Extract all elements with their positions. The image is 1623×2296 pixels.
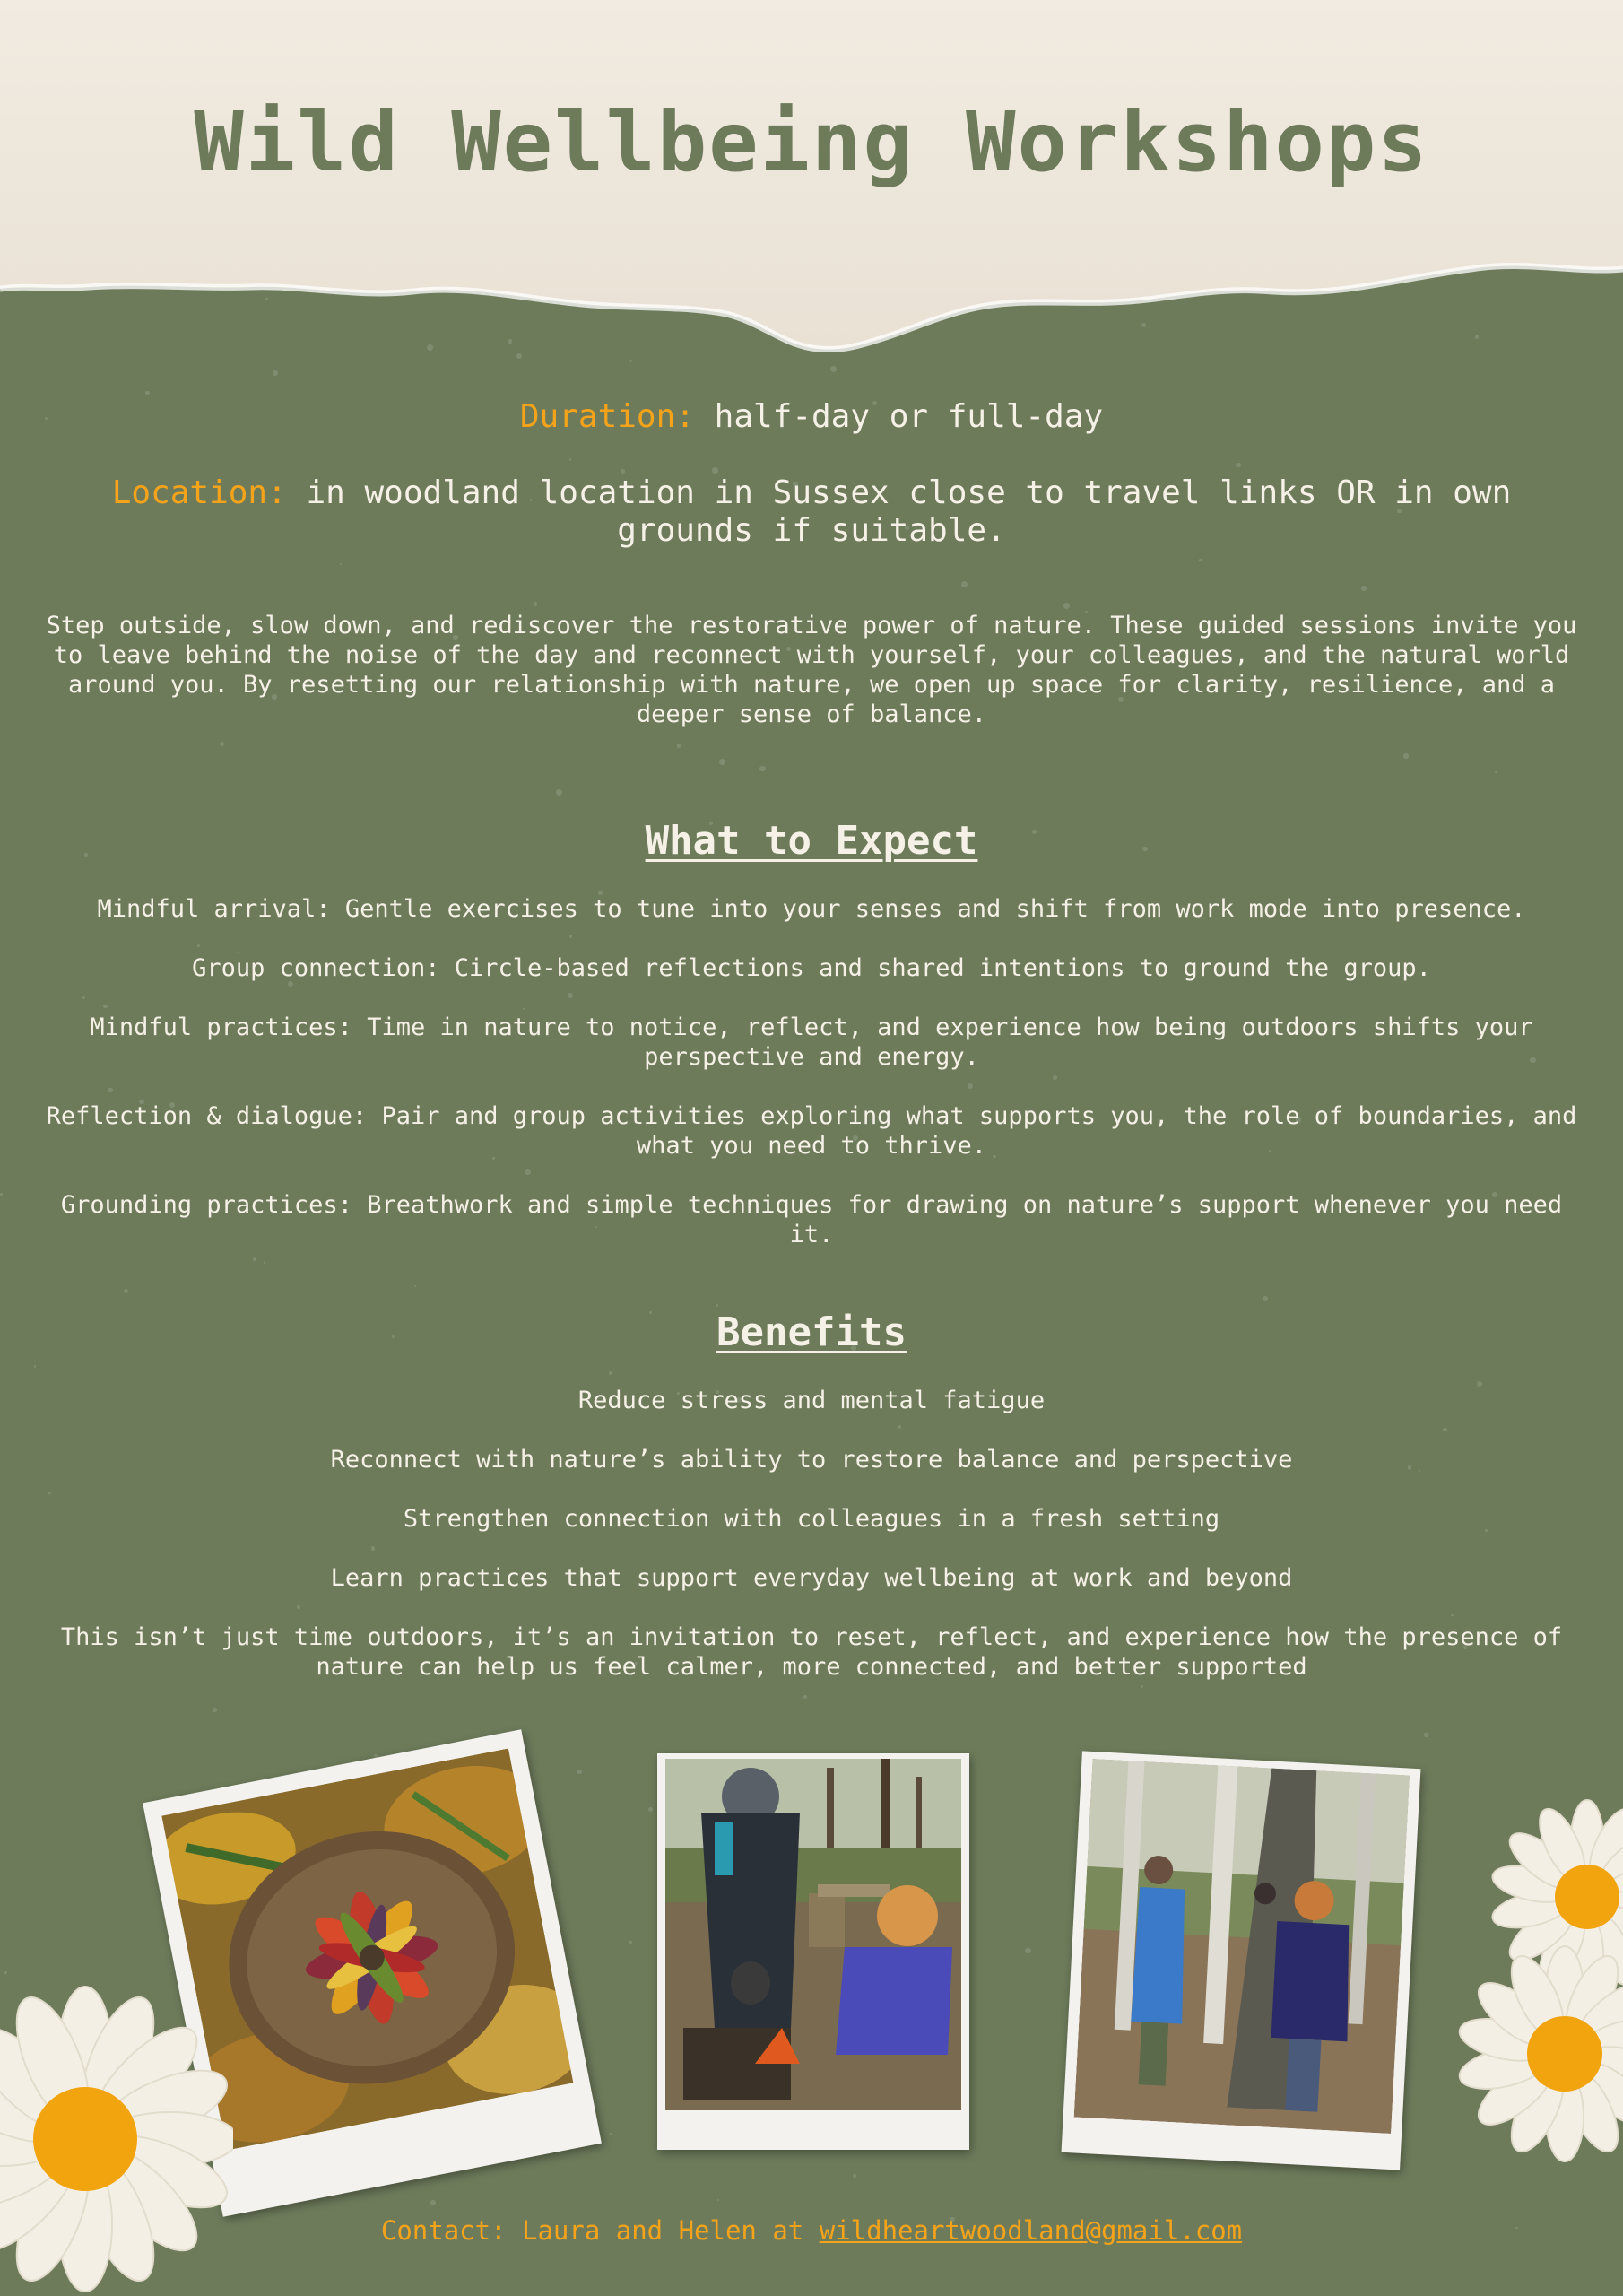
texture-speck xyxy=(1361,586,1367,591)
location-line xyxy=(36,474,1587,550)
texture-speck xyxy=(1063,603,1070,609)
texture-speck xyxy=(610,2133,612,2135)
expect-heading: What to Expect xyxy=(645,818,978,864)
texture-speck xyxy=(719,759,725,765)
texture-speck xyxy=(830,366,837,372)
texture-speck xyxy=(145,391,149,395)
duration-label: Duration: xyxy=(519,398,695,435)
list-item: Mindful practices: Time in nature to notice, reflect, and experience how being outdoors shifts your perspective and energy. xyxy=(90,1013,1533,1071)
location-value: in woodland location in Sussex close to travel links OR in own grounds if suitable. xyxy=(306,474,1512,549)
texture-speck xyxy=(1025,1948,1031,1954)
list-item: Mindful arrival: Gentle exercises to tune into your senses and shift from work mode into presence. xyxy=(97,895,1526,923)
texture-speck xyxy=(534,602,538,606)
duration-line xyxy=(36,398,1587,436)
intro-paragraph: Step outside, slow down, and rediscover the restorative power of nature. These guided sessions invite you to leave behind the noise of the day and reconnect with yourself, your colleagues, and the natural world around you. By resetting our relationship with nature, we open up space for clarity, resilience, and a deeper sense of balance. xyxy=(46,612,1577,728)
expect-list xyxy=(45,894,1578,1279)
texture-speck xyxy=(1424,1733,1428,1736)
texture-speck xyxy=(220,742,224,746)
texture-speck xyxy=(414,1285,416,1287)
texture-speck xyxy=(712,467,717,473)
daisy-flower-icon xyxy=(0,1982,233,2296)
header-paper xyxy=(0,0,1623,359)
texture-speck xyxy=(629,1941,632,1944)
texture-speck xyxy=(340,563,342,565)
texture-speck xyxy=(273,370,278,376)
forest-image xyxy=(1074,1759,1410,2134)
page-title: Wild Wellbeing Workshops xyxy=(194,94,1429,190)
benefits-list xyxy=(45,1386,1578,1711)
texture-speck xyxy=(717,2199,720,2202)
contact-email-link[interactable]: wildheartwoodland@gmail.com xyxy=(819,2215,1243,2246)
texture-speck xyxy=(577,1770,581,1774)
texture-speck xyxy=(4,1971,7,1974)
list-item: Grounding practices: Breathwork and simple techniques for drawing on nature’s support whenever you need it. xyxy=(60,1191,1563,1248)
list-item: Reflection & dialogue: Pair and group activities exploring what supports you, the role of boundaries, and what you need to thrive. xyxy=(46,1102,1577,1160)
campfire-image xyxy=(665,1759,961,2110)
texture-speck xyxy=(961,581,968,587)
texture-speck xyxy=(648,1807,653,1812)
contact-line xyxy=(0,2215,1623,2246)
texture-speck xyxy=(677,744,681,747)
texture-speck xyxy=(853,2174,857,2179)
texture-speck xyxy=(556,789,561,795)
duration-value: half-day or full-day xyxy=(714,398,1104,435)
texture-speck xyxy=(629,360,632,362)
texture-speck xyxy=(124,1289,128,1293)
texture-speck xyxy=(1263,1296,1268,1301)
texture-speck xyxy=(716,1304,718,1307)
list-item: Learn practices that support everyday wellbeing at work and beyond xyxy=(330,1564,1293,1592)
texture-speck xyxy=(1403,753,1408,758)
daisy-flower-icon xyxy=(1453,1942,1623,2166)
list-item: Reduce stress and mental fatigue xyxy=(577,1387,1046,1414)
texture-speck xyxy=(1495,771,1497,773)
list-item: Strengthen connection with colleagues in a fresh setting xyxy=(403,1505,1220,1533)
texture-speck xyxy=(759,766,765,771)
list-item: This isn’t just time outdoors, it’s an invitation to reset, reflect, and experience how the presence of nature can help us feel calmer, more connected, and better supported xyxy=(60,1623,1563,1681)
texture-speck xyxy=(1199,559,1202,561)
texture-speck xyxy=(0,1193,3,1196)
texture-speck xyxy=(34,1365,36,1367)
texture-speck xyxy=(621,469,625,474)
list-item: Group connection: Circle-based reflections and shared intentions to ground the group. xyxy=(192,954,1431,982)
tree-hugging-photo xyxy=(1062,1751,1421,2170)
texture-speck xyxy=(1236,463,1241,468)
texture-speck xyxy=(569,458,571,460)
contact-text: Contact: Laura and Helen at xyxy=(380,2215,820,2246)
benefits-heading: Benefits xyxy=(716,1309,907,1355)
texture-speck xyxy=(430,2200,436,2205)
location-label: Location: xyxy=(111,474,287,511)
texture-speck xyxy=(609,1371,612,1375)
campfire-kettle-photo xyxy=(657,1753,969,2150)
list-item: Reconnect with nature’s ability to restore balance and perspective xyxy=(330,1446,1293,1474)
